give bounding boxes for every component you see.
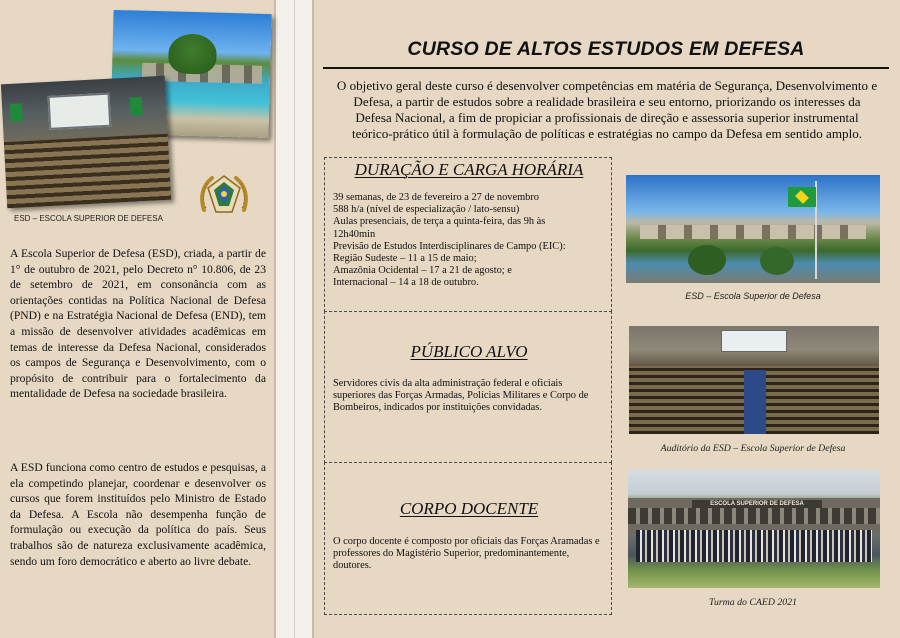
photo-flag [10,103,23,122]
left-photo-caption: ESD – ESCOLA SUPERIOR DE DEFESA [14,214,163,223]
duration-heading-text: DURAÇÃO E CARGA HORÁRIA [354,160,584,179]
target-audience-heading [325,342,613,362]
class-group-photo [628,470,880,588]
auditorium-photo [629,326,879,434]
photo-arches [640,225,866,239]
building-sign: ESCOLA SUPERIOR DE DEFESA [692,500,822,508]
auditorium-photo-caption: Auditório da ESD – Escola Superior de Defesa [660,443,846,454]
class-photo-caption: Turma do CAED 2021 [709,597,797,608]
duration-heading [325,160,613,180]
seal-shield-icon [208,176,240,212]
photo-tree [168,33,217,74]
duration-line: 588 h/a (nível de especialização / lato-sensu) [333,204,520,216]
photo-screen [48,93,112,130]
faculty-heading-text: CORPO DOCENTE [399,499,539,518]
photo-tree [760,247,794,275]
faculty-text: O corpo docente é composto por oficiais das Forças Aramadas e professores do Magistério Superior, predominantemente, doutores. [333,536,600,572]
brazil-flag-icon [788,187,816,207]
photo-flag [130,97,143,116]
auditorium-photo [1,76,171,208]
photo-aisle [744,370,766,434]
target-audience-heading-text: PÚBLICO ALVO [410,342,528,361]
duration-line: Previsão de Estudos Interdisciplinares de Campo (EIC): [333,240,566,252]
esd-intro-paragraph: A Escola Superior de Defesa (ESD), criada, a partir de 1° de outubro de 2021, pelo Decreto n° 10.806, de 23 de setembro de 2021, em consonância com as orientações contidas na Política Nacional de Defesa (PND) e na Estratégia Nacional de Defesa (END), tem a missão de desenvolver atividades acadêmicas em temas de interesse da Defesa Nacional, considerados os campos de Segurança e Desenvolvimento, com o propósito de contribuir para o fortalecimento da mentalidade de Defesa na sociedade brasileira. [10,247,266,401]
target-audience-section [324,311,612,463]
photo-people [636,530,872,562]
duration-line: 39 semanas, de 23 de fevereiro a 27 de novembro [333,192,540,203]
target-audience-text: Servidores civis da alta administração federal e oficiais superiores das Forças Armadas, Polícias Militares e Corpo de Bombeiros, indicados por instituições convidadas. [333,378,589,414]
fold-line [294,0,295,638]
course-title: CURSO DE ALTOS ESTUDOS EM DEFESA [407,38,805,60]
duration-line: Região Sudeste – 11 a 15 de maio; [333,253,477,265]
esd-exterior-photo [626,175,880,283]
duration-line: Amazônia Ocidental – 17 a 21 de agosto; e [333,265,512,277]
duration-line: Internacional – 14 a 18 de outubro. [333,277,479,289]
esd-photo-caption: ESD – Escola Superior de Defesa [685,291,821,301]
faculty-section [324,462,612,615]
esd-function-paragraph: A ESD funciona como centro de estudos e pesquisas, a ela competindo planejar, coordenar e desenvolver os cursos que forem instituídos pelo Ministro de Estado da Defesa. A Escola não desempenha função de formulação ou execução da política do país. Seus trabalhos são de natureza exclusivamente acadêmica, sendo um foro democrático e aberto ao livre debate. [10,461,266,568]
duration-details [333,192,607,290]
duration-line: 12h40min [333,228,376,240]
title-underline [323,67,889,69]
course-objective: O objetivo geral deste curso é desenvolver competências em matéria de Segurança, Desenvolvimento e Defesa, a partir de estudos sobre a realidade brasileira e seu entorno, priorizando os interesses da Defesa Nacional, a fim de propiciar a profissionais de direção e assessoria superior instrumental teórico-prático útil à formulação de políticas e estratégias no campo da Defesa em sentido amplo. [336,78,878,141]
faculty-heading [325,499,613,519]
esd-seal-logo [196,168,252,224]
photo-tree [688,245,726,275]
duration-line: Aulas presenciais, de terça a quinta-feira, das 9h às [333,216,546,228]
duration-section [324,157,612,312]
photo-screen [721,330,787,352]
photo-seats [4,134,171,208]
